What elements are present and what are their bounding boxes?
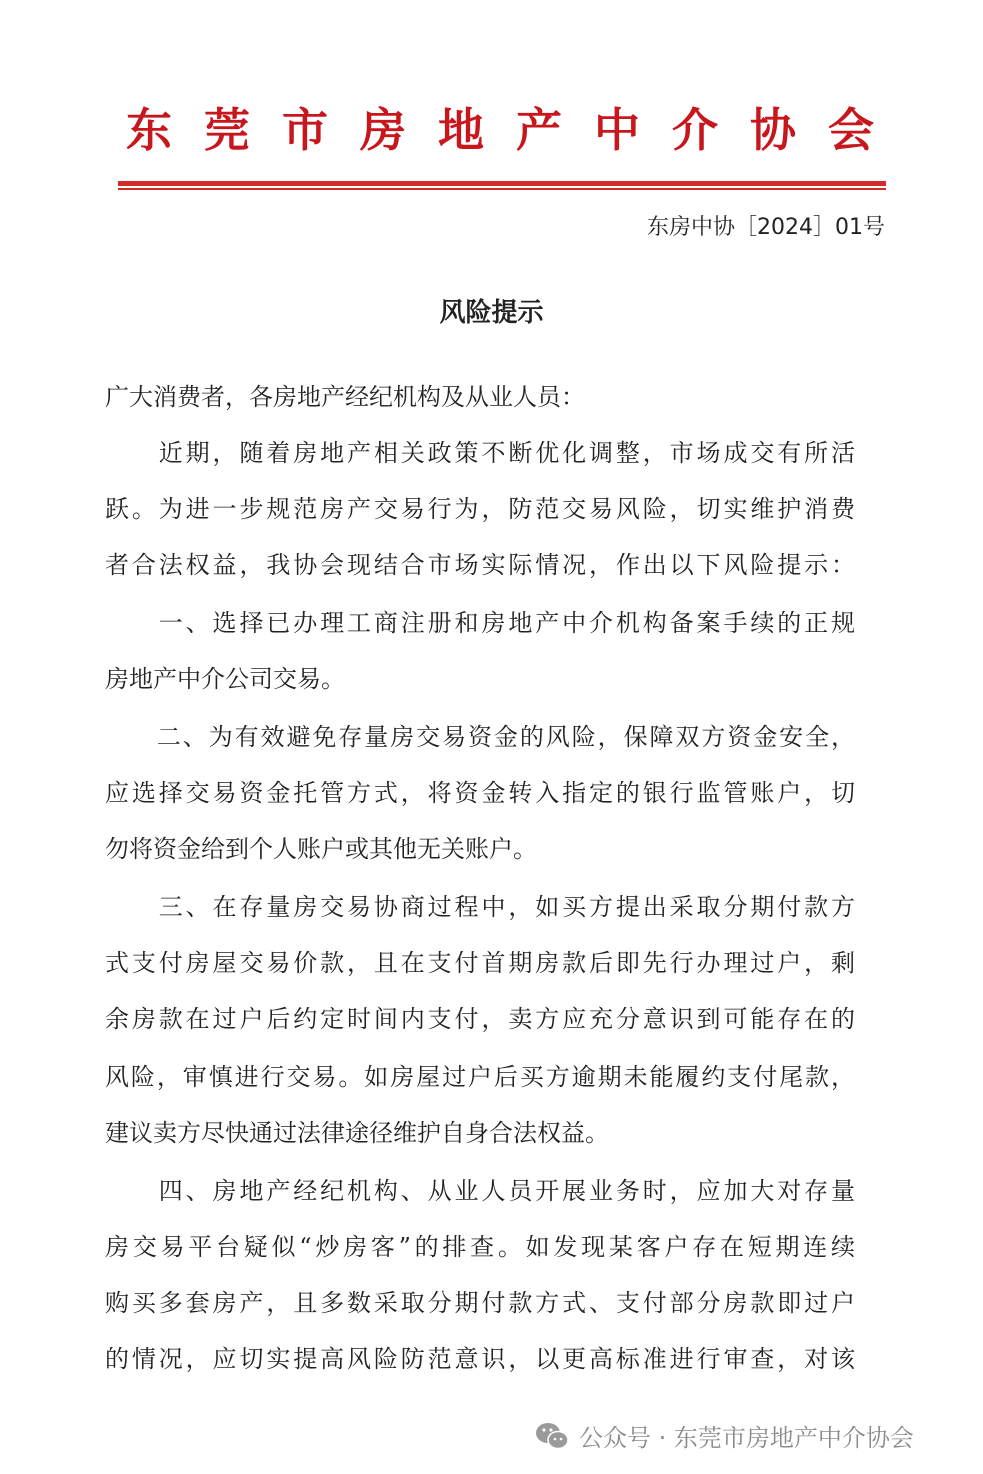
body-line: 建议卖方尽快通过法律途径维护自身合法权益。: [105, 1119, 609, 1147]
body-line: 式支付房屋交易价款，且在支付首期房款后即先行办理过户，剩: [105, 949, 855, 977]
body-line: 风险，审慎进行交易。如房屋过户后买方逾期未能履约支付尾款，: [105, 1063, 855, 1091]
body-line: 应选择交易资金托管方式，将资金转入指定的银行监管账户，切: [105, 779, 855, 807]
body-line: 一、选择已办理工商注册和房地产中介机构备案手续的正规: [105, 609, 855, 637]
body-line: 广大消费者，各房地产经纪机构及从业人员：: [105, 383, 585, 411]
body-line: 房交易平台疑似“炒房客”的排查。如发现某客户存在短期连续: [105, 1233, 855, 1261]
body-line: 的情况，应切实提高风险防范意识，以更高标准进行审查，对该: [105, 1345, 855, 1373]
body-line: 房地产中介公司交易。: [105, 665, 345, 693]
body-line: 者合法权益，我协会现结合市场实际情况，作出以下风险提示：: [105, 551, 855, 579]
letterhead-rule-thick: [118, 181, 886, 186]
body-line: 四、房地产经纪机构、从业人员开展业务时，应加大对存量: [105, 1177, 855, 1205]
watermark-text: 公众号 · 东莞市房地产中介协会: [579, 1424, 914, 1452]
document-title: 风险提示: [439, 298, 544, 328]
body-line: 勿将资金给到个人账户或其他无关账户。: [105, 835, 537, 863]
body-line: 购买多套房产，且多数采取分期付款方式、支付部分房款即过户: [105, 1289, 855, 1317]
watermark: [535, 1418, 914, 1453]
body-line: 近期，随着房地产相关政策不断优化调整，市场成交有所活: [105, 439, 855, 467]
letterhead-rule-thin: [118, 188, 886, 190]
document-number: 东房中协［2024］01号: [647, 215, 885, 240]
body-line: 余房款在过户后约定时间内支付，卖方应充分意识到可能存在的: [105, 1005, 855, 1033]
body-line: 三、在存量房交易协商过程中，如买方提出采取分期付款方: [105, 893, 855, 921]
body-line: 跃。为进一步规范房产交易行为，防范交易风险，切实维护消费: [105, 495, 855, 523]
body-line: 二、为有效避免存量房交易资金的风险，保障双方资金安全，: [105, 723, 855, 751]
organization-letterhead: 东莞市房地产中介协会: [126, 103, 874, 157]
wechat-icon: [535, 1421, 571, 1451]
